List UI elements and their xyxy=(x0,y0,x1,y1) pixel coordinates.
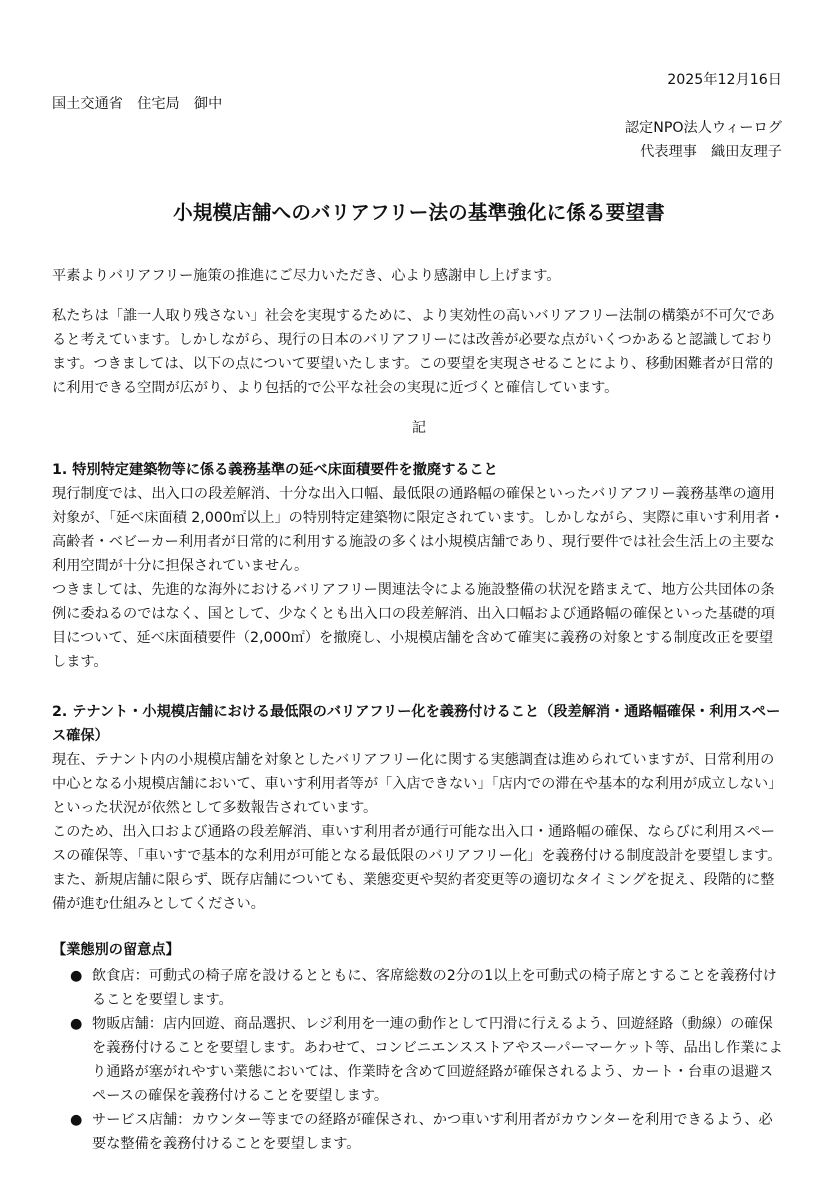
sender-organization: 認定NPO法人ウィーログ xyxy=(624,120,782,136)
list-item: ● サービス店舗：カウンター等までの経路が確保され、かつ車いす利用者がカウンターを利用できるよう、必要な整備を義務付けることを要望します。 xyxy=(92,1108,786,1156)
notes-list xyxy=(52,964,786,1156)
section-1 xyxy=(52,458,786,674)
sender-block xyxy=(625,116,782,164)
ki-marker: 記 xyxy=(411,420,427,436)
document-title: 小規模店舗へのバリアフリー法の基準強化に係る要望書 xyxy=(173,201,665,224)
sender-name: 代表理事 織田友理子 xyxy=(640,144,782,160)
document-body xyxy=(52,264,786,1156)
bullet-icon: ● xyxy=(70,1016,83,1032)
document-date: 2025年12月16日 xyxy=(667,72,782,88)
section-2-heading: 2. テナント・小規模店舗における最低限のバリアフリー化を義務付けること（段差解消・通路幅確保・利用スペース確保） xyxy=(52,704,781,744)
notes-title: 【業態別の留意点】 xyxy=(52,942,180,958)
list-item: ● 物販店舗：店内回遊、商品選択、レジ利用を一連の動作として円滑に行えるよう、回遊経路（動線）の確保を義務付けることを要望します。あわせて、コンビニエンスストアやスーパーマーケット等、品出し作業により通路が塞がれやすい業態においては、作業時を含めて回遊経路が確保されるよう、カート・台車の退避スペースの確保を義務付けることを要望します。 xyxy=(92,1012,786,1108)
intro-paragraph: 私たちは「誰一人取り残さない」社会を実現するために、より実効性の高いバリアフリー法制の構築が不可欠であると考えています。しかしながら、現行の日本のバリアフリーには改善が必要な点がいくつかあると認識しております。つきましては、以下の点について要望いたします。この要望を実現させることにより、移動困難者が日常的に利用できる空間が広がり、より包括的で公平な社会の実現に近づくと確信しています。 xyxy=(52,308,775,396)
section-1-heading: 1. 特別特定建築物等に係る義務基準の延べ床面積要件を撤廃すること xyxy=(52,462,498,478)
section-1-paragraph: 現行制度では、出入口の段差解消、十分な出入口幅、最低限の通路幅の確保といったバリアフリー義務基準の適用対象が、「延べ床面積 2,000㎡以上」の特別特定建築物に限定されています。しかしながら、実際に車いす利用者・高齢者・ベビーカー利用者が日常的に利用する施設の多くは小規模店舗であり、現行要件では社会生活上の主要な利用空間が十分に担保されていません。 xyxy=(52,486,785,574)
section-2-paragraph: また、新規店舗に限らず、既存店舗についても、業態変更や契約者変更等の適切なタイミングを捉え、段階的に整備が進む仕組みとしてください。 xyxy=(52,872,775,912)
section-2-paragraph: 現在、テナント内の小規模店舗を対象としたバリアフリー化に関する実態調査は進められていますが、日常利用の中心となる小規模店舗において、車いす利用者等が「入店できない」「店内での滞在や基本的な利用が成立しない」といった状況が依然として多数報告されています。 xyxy=(52,752,783,816)
section-2 xyxy=(52,700,786,916)
list-item: ● 飲食店：可動式の椅子席を設けるとともに、客席総数の2分の1以上を可動式の椅子席とすることを義務付けることを要望します。 xyxy=(92,964,786,1012)
intro-greeting: 平素よりバリアフリー施策の推進にご尽力いただき、心より感謝申し上げます。 xyxy=(52,268,561,284)
section-1-paragraph: つきましては、先進的な海外におけるバリアフリー関連法令による施設整備の状況を踏まえて、地方公共団体の条例に委ねるのではなく、国として、少なくとも出入口の段差解消、出入口幅および通路幅の確保といった基礎的項目について、延べ床面積要件（2,000㎡）を撤廃し、小規模店舗を含めて確実に義務の対象とする制度改正を要望します。 xyxy=(52,582,775,670)
recipient: 国土交通省 住宅局 御中 xyxy=(52,96,223,112)
section-2-paragraph: このため、出入口および通路の段差解消、車いす利用者が通行可能な出入口・通路幅の確保、ならびに利用スペースの確保等、「車いすで基本的な利用が可能となる最低限のバリアフリー化」を義務付ける制度設計を要望します。 xyxy=(52,824,782,864)
bullet-icon: ● xyxy=(70,968,83,984)
bullet-icon: ● xyxy=(70,1112,83,1128)
